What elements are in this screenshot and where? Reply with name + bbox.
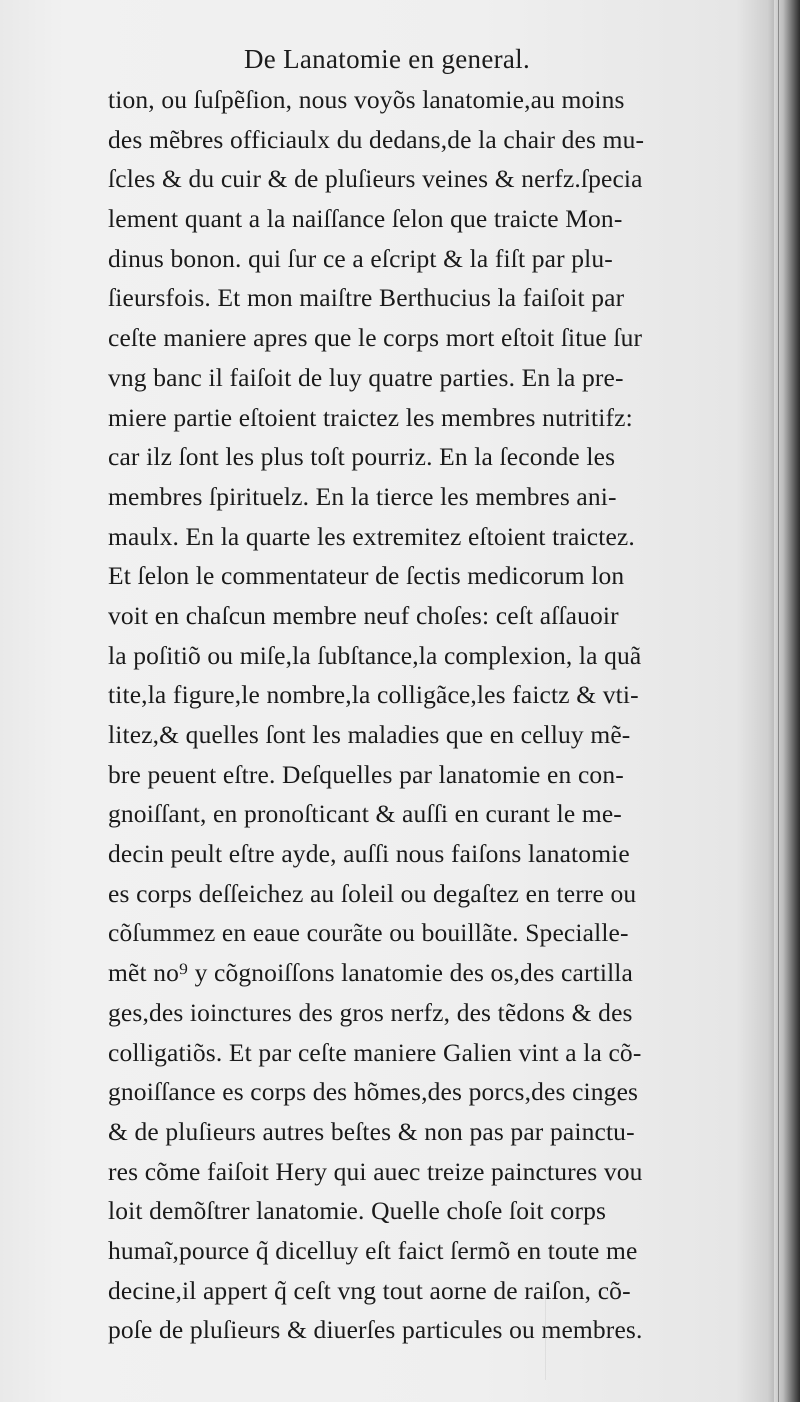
text-line: & de pluſieurs autres beſtes & non pas par painctu-: [108, 1116, 635, 1146]
text-line: colligatiõs. Et par ceſte maniere Galien vint a la cõ-: [108, 1037, 642, 1067]
text-line: decine,il appert q̃ ceſt vng tout aorne de raiſon, cõ-: [108, 1275, 631, 1305]
text-line: bre peuent eſtre. Deſquelles par lanatomie en con-: [108, 759, 624, 789]
running-head: De Lanatomie en general.: [243, 44, 531, 74]
text-line: humaĩ,pource q̃ dicelluy eſt faict ſermõ en toute me: [108, 1235, 638, 1265]
text-line: res cõme faiſoit Hery qui auec treize painctures vou: [108, 1156, 643, 1186]
text-line: es corps deſſeichez au ſoleil ou degaſtez en terre ou: [108, 878, 637, 908]
text-line: car ilz ſont les plus toſt pourriz. En la ſeconde les: [108, 442, 616, 472]
page-edge-shadow: [774, 0, 800, 1402]
text-line: ges,des ioinctures des gros nerfz, des tẽdons & des: [108, 997, 633, 1027]
text-line: ſieursfois. Et mon maiſtre Berthucius la faiſoit par: [108, 283, 625, 313]
text-line: vng banc il faiſoit de luy quatre parties. En la pre-: [108, 362, 624, 392]
text-line: tite,la figure,le nombre,la colligãce,les faictz & vti-: [108, 680, 639, 710]
text-line: decin peult eſtre ayde, auſſi nous faiſons lanatomie: [108, 839, 630, 869]
text-line: dinus bonon. qui ſur ce a eſcript & la fiſt par plu-: [108, 243, 613, 273]
text-line: des mẽbres officiaulx du dedans,de la chair des mu-: [108, 124, 645, 154]
text-line: lement quant a la naiſſance ſelon que traicte Mon-: [108, 204, 623, 234]
text-line: poſe de pluſieurs & diuerſes particules ou membres.: [108, 1315, 643, 1345]
text-line: tion, ou ſuſpẽſion, nous voyõs lanatomie,au moins: [108, 85, 625, 114]
text-line: maulx. En la quarte les extremitez eſtoient traictez.: [108, 521, 635, 551]
text-line: cõſummez en eaue courãte ou bouillãte. Specialle-: [108, 918, 629, 948]
text-line: ceſte maniere apres que le corps mort eſtoit ſitue ſur: [108, 323, 643, 353]
text-line: mẽt no⁹ y cõgnoiſſons lanatomie des os,des cartilla: [108, 958, 634, 988]
text-line: litez,& quelles ſont les maladies que en celluy mẽ-: [108, 720, 631, 749]
text-line: gnoiſſant, en pronoſticant & auſſi en curant le me-: [108, 799, 622, 829]
text-line: gnoiſſance es corps des hõmes,des porcs,des cinges: [108, 1077, 639, 1107]
text-line: loit demõſtrer lanatomie. Quelle choſe ſoit corps: [108, 1196, 607, 1226]
text-line: Et ſelon le commentateur de ſectis medicorum lon: [108, 561, 625, 591]
text-line: miere partie eſtoient traictez les membres nutritifz:: [108, 402, 633, 432]
text-line: membres ſpirituelz. En la tierce les membres ani-: [108, 481, 617, 511]
paper-mark: [545, 1290, 576, 1380]
text-line: la poſitiõ ou miſe,la ſubſtance,la complexion, la quã: [108, 640, 642, 670]
text-line: voit en chaſcun membre neuf choſes: ceſt aſſauoir: [108, 600, 619, 630]
body-text: [108, 80, 773, 1350]
text-line: ſcles & du cuir & de pluſieurs veines & nerfz.ſpecia: [108, 164, 643, 194]
